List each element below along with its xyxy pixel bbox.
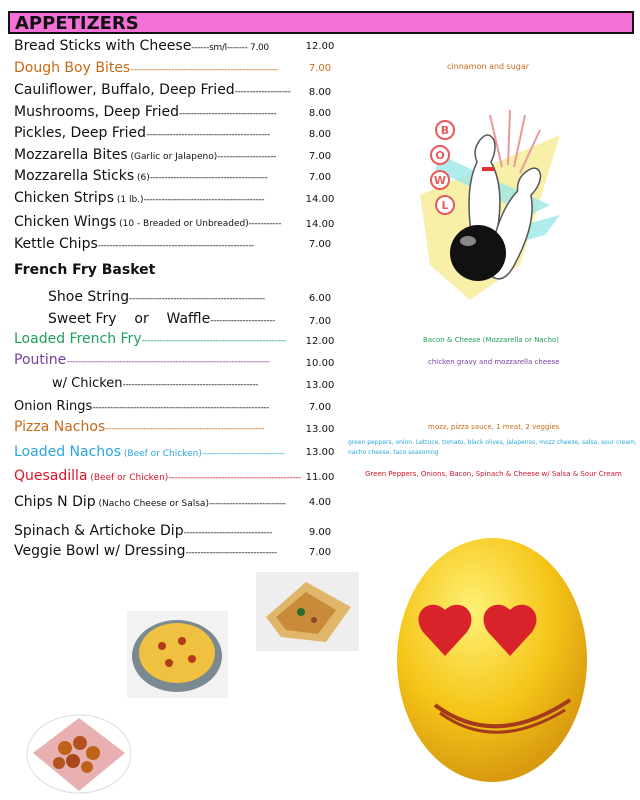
menu-item-pizza-nachos: Pizza Nachos------------------------------------------------------	[14, 419, 265, 435]
price: 7.00	[308, 151, 332, 162]
section-title: APPETIZERS	[15, 13, 139, 34]
quesadilla-photo	[256, 572, 359, 651]
price: 7.00	[308, 63, 332, 74]
heart-eyes-smiley-icon	[395, 535, 590, 785]
bowling-ball-icon	[450, 225, 506, 281]
menu-item-veggie-bowl: Veggie Bowl w/ Dressing-------------------------------	[14, 543, 277, 559]
menu-item-loaded-nachos: Loaded Nachos (Beef or Chicken)----------------------------	[14, 444, 285, 460]
bowl-letter: O	[435, 149, 445, 162]
bowl-letter: L	[441, 199, 449, 212]
menu-item-mozzarella-sticks: Mozzarella Sticks (6)----------------------------------------	[14, 168, 268, 184]
price: 7.00	[308, 172, 332, 183]
menu-item-shoe-string: Shoe String----------------------------------------------	[48, 289, 265, 305]
price: 8.00	[308, 87, 332, 98]
menu-item-sweet-fry-waffle: Sweet Fry or Waffle----------------------	[48, 311, 276, 327]
section-header	[8, 11, 634, 34]
description-poutine: chicken gravy and mozzarella cheese	[428, 358, 560, 366]
menu-item-french-fry-basket: French Fry Basket	[14, 262, 156, 278]
menu-item-onion-rings: Onion Rings------------------------------------------------------------	[14, 399, 270, 414]
price: 14.00	[305, 194, 335, 205]
description-loaded-fry: Bacon & Cheese (Mozzarella or Nacho)	[423, 336, 560, 344]
description-dough-boy: cinnamon and sugar	[447, 62, 530, 71]
menu-item-chicken-strips: Chicken Strips (1 lb.)-----------------------------------------	[14, 190, 265, 206]
bowling-clipart	[410, 95, 570, 310]
description-loaded-nachos-2: nacho cheese, taco seasoning	[348, 449, 439, 456]
price: 9.00	[308, 527, 332, 538]
menu-item-mushrooms: Mushrooms, Deep Fried---------------------------------	[14, 104, 277, 120]
description-pizza-nachos: mozz, pizza sauce, 1 meat, 2 veggies	[428, 423, 560, 431]
menu-item-cauliflower: Cauliflower, Buffalo, Deep Fried-------------------	[14, 82, 291, 98]
price: 7.00	[308, 402, 332, 413]
price: 7.00	[308, 316, 332, 327]
menu-item-poutine: Poutine---------------------------------------------------------------------	[14, 352, 270, 368]
menu-item-pickles: Pickles, Deep Fried------------------------------------------	[14, 125, 270, 141]
bowl-letter: W	[433, 174, 447, 187]
bowl-letter: B	[440, 124, 450, 137]
price: 13.00	[305, 447, 335, 458]
menu-item-dough-boy-bites: Dough Boy Bites--------------------------------------------------	[14, 60, 278, 76]
price: 11.00	[305, 472, 335, 483]
menu-item-chicken-wings: Chicken Wings (10 - Breaded or Unbreaded)-----------	[14, 214, 282, 230]
price: 13.00	[305, 380, 335, 391]
menu-item-mozzarella-bites: Mozzarella Bites (Garlic or Jalapeno)--------------------	[14, 147, 277, 163]
price: 12.00	[305, 41, 335, 52]
price: 7.00	[308, 239, 332, 250]
menu-item-spinach-artichoke-dip: Spinach & Artichoke Dip------------------------------	[14, 523, 273, 539]
loaded-fries-photo	[127, 611, 228, 698]
price: 14.00	[305, 219, 335, 230]
dough-boy-bites-photo	[25, 713, 133, 795]
price: 12.00	[305, 336, 335, 347]
price: 13.00	[305, 424, 335, 435]
menu-item-loaded-french-fry: Loaded French Fry-------------------------------------------------	[14, 331, 287, 347]
menu-item-quesadilla: Quesadilla (Beef or Chicken)---------------------------------------------	[14, 468, 301, 484]
price: 10.00	[305, 358, 335, 369]
menu-item-poutine-chicken: w/ Chicken----------------------------------------------	[52, 376, 259, 391]
description-quesadilla: Green Peppers, Onions, Bacon, Spinach & Cheese w/ Salsa & Sour Cream	[365, 470, 622, 478]
menu-item-chips-n-dip: Chips N Dip (Nacho Cheese or Salsa)--------------------------	[14, 494, 286, 510]
description-loaded-nachos: green peppers, onion. Lettuce, tomato, black olives, jalapenos, mozz cheese, salsa, sour cream,	[348, 439, 637, 446]
price: 8.00	[308, 129, 332, 140]
price: 4.00	[308, 497, 332, 508]
price: 6.00	[308, 293, 332, 304]
price: 7.00	[308, 547, 332, 558]
menu-item-bread-sticks: Bread Sticks with Cheese------sm/l------- 7.00	[14, 38, 269, 54]
menu-item-kettle-chips: Kettle Chips-----------------------------------------------------	[14, 236, 254, 252]
price: 8.00	[308, 108, 332, 119]
